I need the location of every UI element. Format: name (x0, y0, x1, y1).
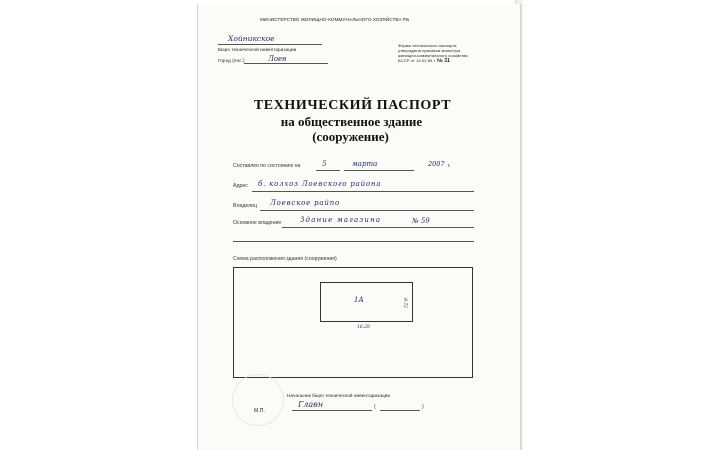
form-note-line1: Форма технического паспорта (398, 43, 457, 48)
purpose-value: Здание магазина (300, 216, 382, 224)
building-label: 1А (354, 296, 364, 304)
bureau-name-handwritten: Хойникское (228, 34, 275, 43)
passport-subtitle: на общественное здание (280, 114, 423, 129)
purpose-label: Основное владение (233, 220, 282, 226)
passport-title: ТЕХНИЧЕСКИЙ ПАСПОРТ (253, 98, 452, 113)
bureau-label: Бюро технической инвентаризации (218, 47, 297, 52)
date-day: 5 (322, 160, 327, 168)
date-month: марта (352, 160, 378, 168)
bureau-underline (218, 44, 322, 45)
owner-underline (260, 210, 474, 211)
name-paren-open: ( (374, 404, 376, 410)
mp-label: М.П. (254, 408, 265, 414)
date-year: 2007 (428, 160, 445, 168)
head-label: Начальник бюро технической инвентаризации (287, 393, 391, 398)
form-note-date: БССР от 13.02.89 г. (398, 58, 436, 63)
plan-label: Схема расположения здания (сооружения) (233, 256, 337, 262)
ministry-heading: МИНИСТЕРСТВО ЖИЛИЩНО-КОММУНАЛЬНОГО ХОЗЯЙСТВА РБ (260, 17, 410, 22)
form-note-line2: утверждена приказом министра (398, 48, 461, 53)
owner-value: Лоевское райпо (270, 199, 341, 207)
city-value: Лоев (268, 55, 287, 63)
month-underline (344, 170, 414, 171)
building-height-dimension: 9.72 (402, 298, 407, 309)
address-label: Адрес (233, 183, 248, 189)
building-outline (320, 282, 413, 322)
city-underline (244, 63, 328, 64)
address-value: б. колхоз Лоевского района (258, 180, 382, 188)
purpose-underline (282, 227, 474, 228)
stamp-mark (232, 374, 284, 426)
date-label: Составлен по состоянию на (233, 163, 301, 169)
purpose-number: № 59 (412, 217, 430, 225)
building-width-dimension: 16.28 (357, 325, 370, 330)
form-note-number: № 31 (437, 58, 451, 64)
form-note-line4 (398, 58, 450, 64)
name-underline (380, 410, 420, 411)
signature-underline (292, 410, 372, 411)
name-paren-close: ) (422, 404, 424, 410)
address-underline (252, 191, 474, 192)
passport-subtitle-paren: (сооружение) (312, 129, 389, 144)
signature: Главн (298, 400, 324, 409)
blank-line (233, 241, 474, 242)
form-note-line3: жилищно-коммунального хозяйства (398, 53, 468, 58)
day-underline (316, 170, 340, 171)
owner-label: Владелец (233, 203, 257, 209)
date-year-suffix: г. (448, 163, 451, 169)
city-label: Город (пос.) (218, 58, 245, 63)
